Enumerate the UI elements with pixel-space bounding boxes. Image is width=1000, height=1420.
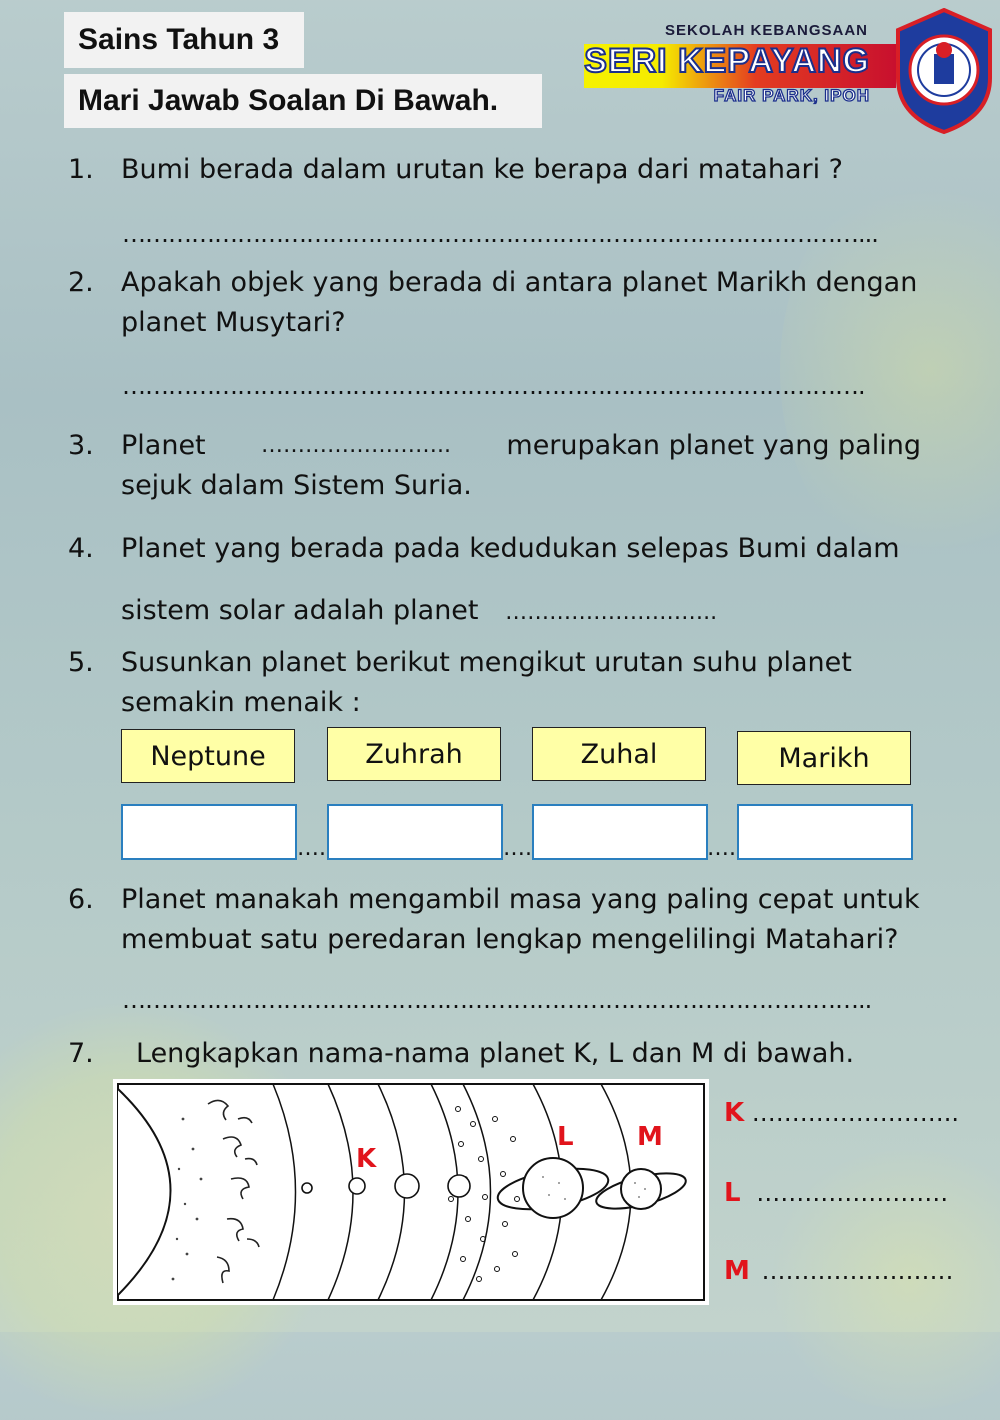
answer-m[interactable] xyxy=(724,1256,954,1286)
question-line xyxy=(121,426,921,466)
planet-chip-zuhrah[interactable]: Zuhrah xyxy=(327,727,501,781)
answer-l[interactable] xyxy=(724,1178,948,1208)
diagram-label-l: L xyxy=(557,1122,574,1152)
answer-blank-4[interactable]: ……………………….. xyxy=(505,600,718,625)
question-text: Planet yang berada pada kedudukan selepas Bumi dalam xyxy=(121,533,900,564)
logo-line-3: FAIR PARK, IPOH xyxy=(713,86,870,105)
answer-line-6[interactable]: …………………………………………………………………………………….. xyxy=(122,986,872,1014)
order-answer-box-4[interactable] xyxy=(737,804,913,860)
answer-blank-3[interactable]: …………………….. xyxy=(261,433,452,458)
subject-title: Sains Tahun 3 xyxy=(64,12,304,68)
planet-chip-marikh[interactable]: Marikh xyxy=(737,731,911,785)
instruction-title: Mari Jawab Soalan Di Bawah. xyxy=(64,74,542,128)
school-crest-icon xyxy=(894,8,994,134)
answer-line-1[interactable]: ……………………………………………………………………………………... xyxy=(122,220,878,248)
diagram-label-m: M xyxy=(637,1122,663,1152)
solar-system-illustration xyxy=(113,1079,709,1305)
question-number: 5. xyxy=(68,647,94,678)
order-answer-box-3[interactable] xyxy=(532,804,708,860)
answer-m-line[interactable]: …………………… xyxy=(761,1257,954,1285)
question-number: 6. xyxy=(68,884,94,915)
planet-chip-neptune[interactable]: Neptune xyxy=(121,729,295,783)
question-text: Susunkan planet berikut mengikut urutan suhu planet semakin menaik : xyxy=(121,647,852,718)
answer-l-line[interactable]: …………………… xyxy=(756,1179,949,1207)
answer-k[interactable] xyxy=(724,1098,959,1128)
question-number: 1. xyxy=(68,154,94,185)
logo-line-1: SEKOLAH KEBANGSAAN xyxy=(664,22,868,39)
question-text: merupakan planet yang paling xyxy=(506,430,921,461)
question-number: 2. xyxy=(68,267,94,298)
answer-m-label: M xyxy=(724,1256,750,1286)
answer-k-label: K xyxy=(724,1098,745,1128)
answer-line-2[interactable]: ……………………………………………………………………………………. xyxy=(122,372,865,400)
order-answer-box-1[interactable] xyxy=(121,804,297,860)
question-number: 7. xyxy=(68,1038,94,1069)
separator-dots: …. xyxy=(297,836,326,861)
question-text: sejuk dalam Sistem Suria. xyxy=(121,470,472,501)
planet-chip-zuhal[interactable]: Zuhal xyxy=(532,727,706,781)
question-text: Lengkapkan nama-nama planet K, L dan M di bawah. xyxy=(136,1038,855,1069)
question-text-line2 xyxy=(121,591,921,633)
question-number: 3. xyxy=(68,430,94,461)
school-logo xyxy=(584,8,994,138)
logo-line-2: SERI KEPAYANG xyxy=(584,42,870,80)
question-text: Planet xyxy=(121,430,206,461)
planet-answer-list xyxy=(724,1098,994,1298)
separator-dots: …. xyxy=(503,836,532,861)
question-text: Bumi berada dalam urutan ke berapa dari matahari ? xyxy=(121,154,843,185)
diagram-label-k: K xyxy=(356,1144,377,1174)
question-number: 4. xyxy=(68,533,94,564)
question-text: Planet manakah mengambil masa yang paling cepat untuk membuat satu peredaran lengkap mengelilingi Matahari? xyxy=(121,884,920,955)
solar-system-diagram xyxy=(113,1079,709,1305)
order-answer-box-2[interactable] xyxy=(327,804,503,860)
answer-k-line[interactable]: …………………….. xyxy=(751,1099,960,1127)
question-text: sistem solar adalah planet xyxy=(121,595,479,626)
answer-l-label: L xyxy=(724,1178,741,1208)
question-text: Apakah objek yang berada di antara planet Marikh dengan planet Musytari? xyxy=(121,267,918,338)
separator-dots: …. xyxy=(707,836,736,861)
